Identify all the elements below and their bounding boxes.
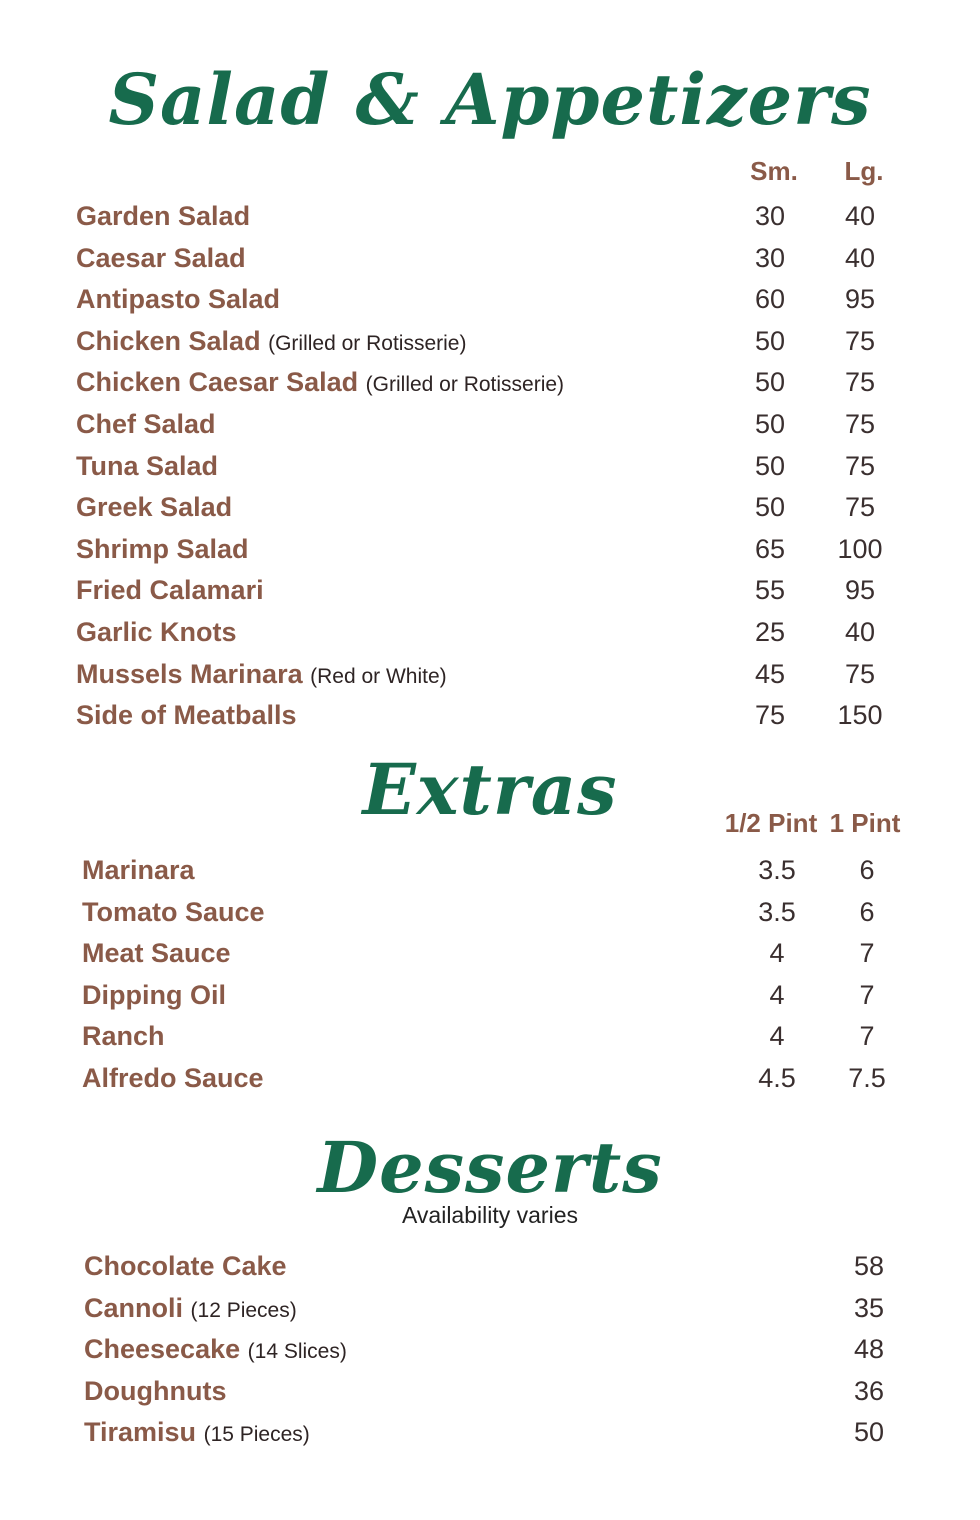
menu-item-name [84,1414,310,1453]
price-large: 75 [844,325,876,356]
price-large: 75 [844,658,876,689]
item-name: Dipping Oil [82,979,226,1010]
table-row [0,1373,980,1413]
price-large: 95 [844,575,876,606]
menu-item-name [76,240,246,276]
menu-item-name [76,364,564,403]
price-large: 75 [844,492,876,523]
price: 48 [853,1334,885,1365]
item-name: Side of Meatballs [76,700,297,731]
table-row [0,935,980,975]
table-row [0,1248,980,1288]
table-row [0,1018,980,1058]
menu-item-name [82,1060,264,1096]
desserts-subtitle: Availability varies [402,1202,578,1228]
price-large: 75 [844,450,876,481]
table-row [0,198,980,238]
item-name: Fried Calamari [76,575,264,606]
price-small: 75 [754,700,786,731]
extras-col-half-pint: 1/2 Pint [724,808,818,838]
price-small: 50 [754,367,786,398]
salads-col-small: Sm. [750,156,798,186]
menu-item-name [84,1248,287,1284]
price-pint: 6 [859,855,875,885]
table-row [0,614,980,654]
item-name: Marinara [82,855,195,885]
price-large: 75 [844,367,876,398]
menu-item-name [76,531,249,567]
price: 58 [853,1251,885,1281]
item-name: Chocolate Cake [84,1251,287,1281]
table-row [0,1060,980,1100]
item-name: Tiramisu [84,1417,197,1448]
price-half-pint: 4 [769,1021,785,1052]
price-small: 30 [754,242,786,273]
price-large: 40 [844,242,876,273]
table-row [0,448,980,488]
price-large: 75 [844,409,876,439]
table-row [0,240,980,280]
extras-col-pint: 1 Pint [829,808,901,838]
table-row [0,489,980,529]
price-small: 45 [754,658,786,689]
menu-item-name [76,406,216,442]
table-row [0,323,980,363]
item-name: Caesar Salad [76,242,246,273]
menu-item-name [76,281,280,317]
price-half-pint: 3.5 [758,855,796,885]
price-small: 65 [754,533,786,564]
item-note: (Red or White) [310,664,447,688]
item-note: (Grilled or Rotisserie) [268,331,467,355]
price-pint: 7.5 [848,1063,886,1093]
price-pint: 7 [859,1021,875,1052]
price-small: 50 [754,409,786,439]
table-row [0,656,980,696]
item-name: Doughnuts [84,1375,227,1406]
menu-item-name [76,448,218,484]
price-small: 55 [754,575,786,606]
menu-item-name [84,1331,347,1370]
price: 35 [853,1292,885,1323]
item-name: Cheesecake [84,1334,241,1365]
price-half-pint: 3.5 [758,896,796,927]
item-name: Chicken Salad [76,325,261,356]
menu-item-name [84,1373,226,1409]
price-large: 40 [844,617,876,647]
item-name: Tomato Sauce [82,896,265,927]
price-pint: 6 [859,896,875,927]
price-half-pint: 4 [769,979,785,1010]
menu-item-name [76,489,232,525]
item-note: (15 Pieces) [203,1423,310,1447]
item-name: Alfredo Sauce [82,1063,264,1093]
item-name: Shrimp Salad [76,533,249,564]
price: 36 [853,1375,885,1406]
table-row [0,852,980,892]
menu-item-name [84,1290,297,1329]
item-note: (14 Slices) [247,1340,347,1364]
table-row [0,281,980,321]
price-large: 150 [837,700,883,731]
price-small: 50 [754,492,786,523]
price-pint: 7 [859,938,875,969]
price-large: 40 [844,201,876,231]
extras-title: Extras [362,748,618,831]
table-row [0,894,980,934]
item-name: Greek Salad [76,492,233,523]
salads-col-large: Lg. [844,156,884,186]
table-row [0,531,980,571]
price-small: 25 [754,617,786,647]
menu-item-name [82,894,265,930]
item-name: Cannoli [84,1292,183,1323]
menu-item-name [82,935,231,971]
item-note: (12 Pieces) [190,1298,297,1322]
table-row [0,1331,980,1371]
price-small: 50 [754,325,786,356]
menu-item-name [76,614,237,650]
desserts-title: Desserts [317,1126,663,1209]
price-half-pint: 4 [769,938,785,969]
table-row [0,977,980,1017]
table-row [0,364,980,404]
salads-title: Salad & Appetizers [108,58,872,141]
item-name: Tuna Salad [76,450,219,481]
price-small: 60 [754,284,786,315]
price-pint: 7 [859,979,875,1010]
item-name: Chicken Caesar Salad [76,367,359,398]
price-small: 50 [754,450,786,481]
item-name: Ranch [82,1021,165,1052]
item-name: Garlic Knots [76,617,237,647]
price-large: 100 [837,533,883,564]
menu-item-name [76,697,297,733]
menu-item-name [76,198,250,234]
table-row [0,697,980,737]
menu-item-name [76,572,264,608]
menu-item-name [82,852,195,888]
price-large: 95 [844,284,876,315]
menu-item-name [76,323,466,362]
item-name: Mussels Marinara [76,658,303,689]
menu-item-name [82,977,226,1013]
menu-item-name [76,656,447,695]
table-row [0,1414,980,1454]
table-row [0,1290,980,1330]
item-name: Meat Sauce [82,938,231,969]
item-name: Garden Salad [76,201,251,231]
price-half-pint: 4.5 [758,1063,796,1093]
item-note: (Grilled or Rotisserie) [365,373,565,397]
item-name: Antipasto Salad [76,284,281,315]
table-row [0,406,980,446]
price: 50 [853,1417,885,1448]
price-small: 30 [754,201,786,231]
menu-item-name [82,1018,165,1054]
item-name: Chef Salad [76,409,216,439]
table-row [0,572,980,612]
